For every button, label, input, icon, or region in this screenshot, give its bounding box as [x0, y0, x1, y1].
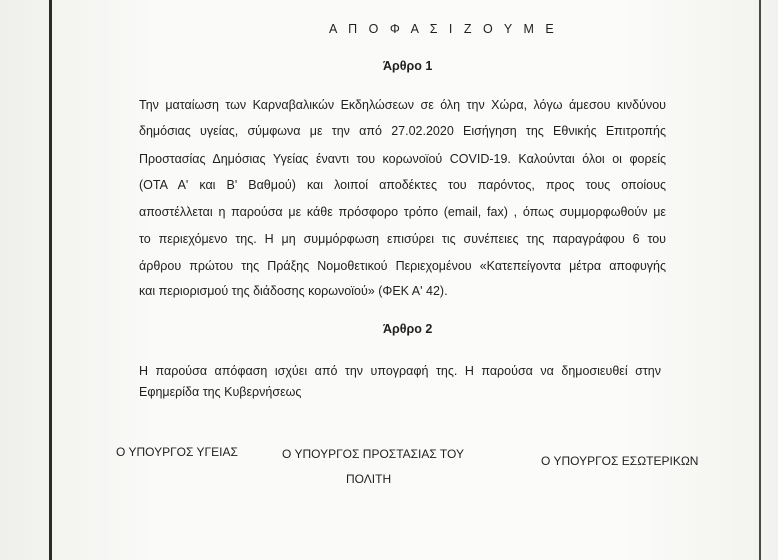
article-2-title: Άρθρο 2 [383, 322, 433, 336]
article-1-line: και περιορισμού της διάδοσης κορωνοϊού» (ΦΕΚ Α' 42). [139, 284, 448, 298]
signature-minister-citizen-protection-line2: ΠΟΛΙΤΗ [346, 472, 392, 486]
page-left-edge [49, 0, 52, 560]
article-2-line: Εφημερίδα της Κυβερνήσεως [139, 385, 302, 399]
article-1-line: (ΟΤΑ Α' και Β' Βαθμού) και λοιποί αποδέκτες του παρόντος, προς τους οποίους [139, 178, 666, 192]
decision-heading: Α Π Ο Φ Α Σ Ι Ζ Ο Υ Μ Ε [329, 22, 558, 36]
article-2-line: Η παρούσα απόφαση ισχύει από την υπογραφή της. Η παρούσα να δημοσιευθεί στην [139, 364, 661, 378]
article-1-line: αποστέλλεται η παρούσα με κάθε πρόσφορο τρόπο (email, fax) , όπως συμμορφωθούν με [139, 205, 666, 219]
article-1-line: δημόσιας υγείας, σύμφωνα με την από 27.02.2020 Εισήγηση της Εθνικής Επιτροπής [139, 124, 666, 138]
article-1-line: το περιεχόμενο της. Η μη συμμόρφωση επισύρει τις συνέπειες της παραγράφου 6 του [139, 232, 666, 246]
article-1-title: Άρθρο 1 [383, 59, 433, 73]
article-1-line: Την ματαίωση των Καρναβαλικών Εκδηλώσεων σε όλη την Χώρα, λόγω άμεσου κινδύνου [139, 98, 666, 112]
signature-minister-interior: Ο ΥΠΟΥΡΓΟΣ ΕΣΩΤΕΡΙΚΩΝ [541, 454, 699, 468]
article-1-line: Προστασίας Δημόσιας Υγείας έναντι του κορωνοϊού COVID-19. Καλούνται όλοι οι φορείς [139, 152, 666, 166]
page-right-edge [759, 0, 761, 560]
signature-minister-citizen-protection: Ο ΥΠΟΥΡΓΟΣ ΠΡΟΣΤΑΣΙΑΣ ΤΟΥ [282, 447, 464, 461]
signature-minister-health: Ο ΥΠΟΥΡΓΟΣ ΥΓΕΙΑΣ [116, 445, 238, 459]
article-1-line: άρθρου πρώτου της Πράξης Νομοθετικού Περιεχομένου «Κατεπείγοντα μέτρα αποφυγής [139, 259, 666, 273]
